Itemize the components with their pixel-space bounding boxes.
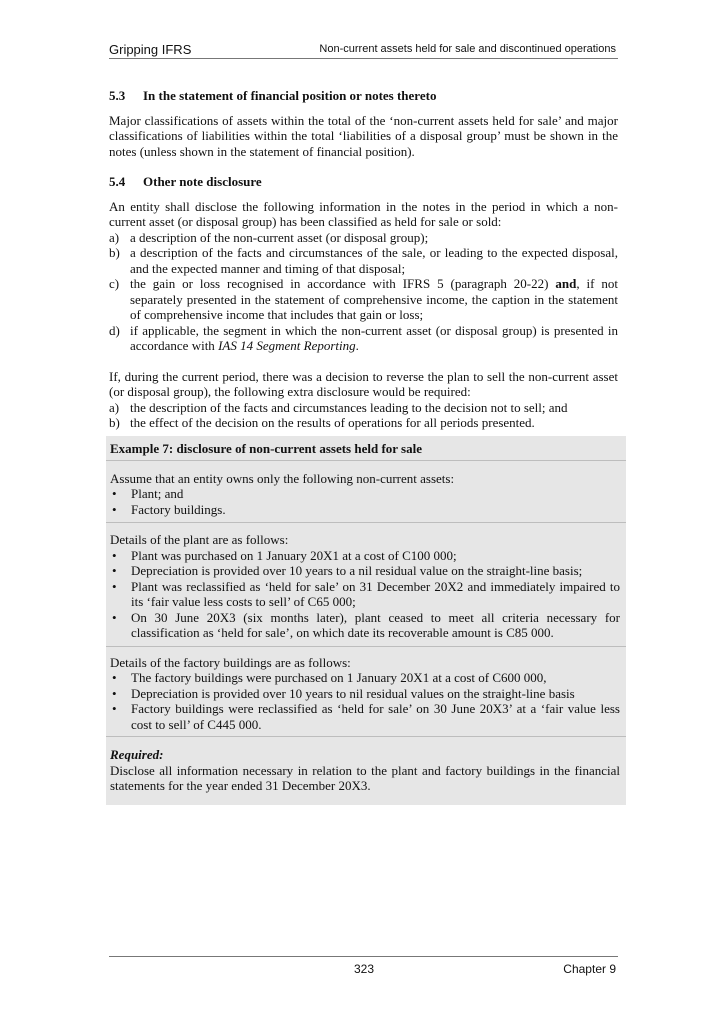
item-standard-reference: IAS 14 Segment Reporting [218,338,356,353]
list-item [110,670,620,686]
list-item [110,686,620,702]
plant-details-intro: Details of the plant are as follows: [110,532,289,547]
item-label: a) [109,229,120,245]
section-number: 5.4 [109,174,126,189]
item-label: a) [109,399,120,415]
asset-list [110,486,620,517]
item-label: b) [109,415,120,430]
item-text: On 30 June 20X3 (six months later), plant ceased to meet all criteria necessary for classification as ‘held for sale’, on which date its recoverable amount is C85 000. [131,609,620,640]
list-item [110,502,620,518]
bullet-icon: • [112,701,117,716]
bullet-icon: • [112,685,117,701]
list-item [109,245,618,276]
section-title: Other note disclosure [143,174,262,189]
item-label: d) [109,322,120,338]
example-title: Example 7: disclosure of non-current assets held for sale [110,441,422,456]
item-label: b) [109,245,120,260]
list-item [110,610,620,641]
disclosure-list [109,230,618,354]
list-item [109,230,618,246]
section-title: In the statement of financial position or notes thereto [143,88,437,103]
item-text: The factory buildings were purchased on 1 January 20X1 at a cost of C600 000, [131,670,547,685]
reverse-decision-list [109,400,618,431]
item-text: the effect of the decision on the results of operations for all periods presented. [130,415,535,430]
main-content [109,88,618,431]
footer-chapter: Chapter 9 [563,962,616,976]
list-item [110,563,620,579]
required-label: Required: [110,747,164,762]
item-text: a description of the non-current asset (or disposal group); [130,229,429,245]
list-item [109,323,618,354]
example-box [106,436,626,805]
section-5-3-heading [109,88,618,104]
list-item [109,415,618,431]
item-text: Factory buildings were reclassified as ‘held for sale’ on 30 June 20X3’ at a ‘fair value less cost to sell’ of C445 000. [131,701,620,732]
page-header [109,40,618,59]
item-text: the description of the facts and circumstances leading to the decision not to sell; and [130,399,568,415]
list-item [109,276,618,323]
example-assumption: Assume that an entity owns only the following non-current assets: [110,470,455,486]
header-chapter-title: Non-current assets held for sale and discontinued operations [319,43,616,55]
item-text-after: , if not separately presented in the statement of comprehensive income, the caption in the statement of comprehensive income that includes that gain or loss; [130,276,619,322]
list-item [110,486,620,502]
bullet-icon: • [112,486,117,501]
page-number: 323 [354,962,375,976]
bullet-icon: • [112,547,117,563]
item-label: c) [109,276,120,291]
reverse-decision-intro: If, during the current period, there was a decision to reverse the plan to sell the non-current asset (or disposal group), the following extra disclosure would be required: [109,368,618,399]
item-text: the gain or loss recognised in accordance with IFRS 5 (paragraph 20-22) [130,276,549,291]
header-book-title: Gripping IFRS [109,42,192,57]
item-text-after: . [355,338,359,353]
bullet-icon: • [112,501,117,517]
item-text: Plant was purchased on 1 January 20X1 at a cost of C100 000; [131,547,457,563]
bullet-icon: • [112,578,117,594]
item-text: Plant was reclassified as ‘held for sale’ on 31 December 20X2 and immediately impaired to its ‘fair value less costs to sell’ of C65 000; [131,578,620,609]
item-text: Depreciation is provided over 10 years to nil residual values on the straight-line basis [131,685,575,701]
item-text: Plant; and [131,486,184,501]
item-text: if applicable, the segment in which the non-current asset (or disposal group) is presented in accordance with [130,322,618,353]
list-item [110,701,620,732]
list-item [109,400,618,416]
page-footer [109,956,618,979]
section-5-4-heading [109,174,618,190]
section-number: 5.3 [109,88,126,103]
list-item [110,548,620,564]
item-text: a description of the facts and circumstances of the sale, or leading to the expected disposal, and the expected manner and timing of that disposal; [130,245,618,276]
buildings-details-intro: Details of the factory buildings are as follows: [110,654,351,670]
bullet-icon: • [112,609,117,625]
bullet-icon: • [112,670,117,685]
item-text: Depreciation is provided over 10 years to a nil residual value on the straight-line basis; [131,563,583,578]
required-text: Disclose all information necessary in relation to the plant and factory buildings in the financial statements for the year ended 31 December 20X3. [110,762,620,793]
buildings-details-list [110,670,620,732]
example-body [110,441,620,794]
item-text: Factory buildings. [131,501,226,517]
item-bold-and: and [555,276,577,291]
plant-details-list [110,548,620,641]
section-5-3-paragraph: Major classifications of assets within the total of the ‘non-current assets held for sale’ and major classifications of liabilities within the total ‘liabilities of a disposal group’ must be shown in the notes (unless shown in the statement of financial position). [109,112,618,159]
list-item [110,579,620,610]
bullet-icon: • [112,563,117,578]
section-5-4-intro: An entity shall disclose the following information in the notes in the period in which a non-current asset (or disposal group) has been classified as held for sale or sold: [109,198,618,229]
